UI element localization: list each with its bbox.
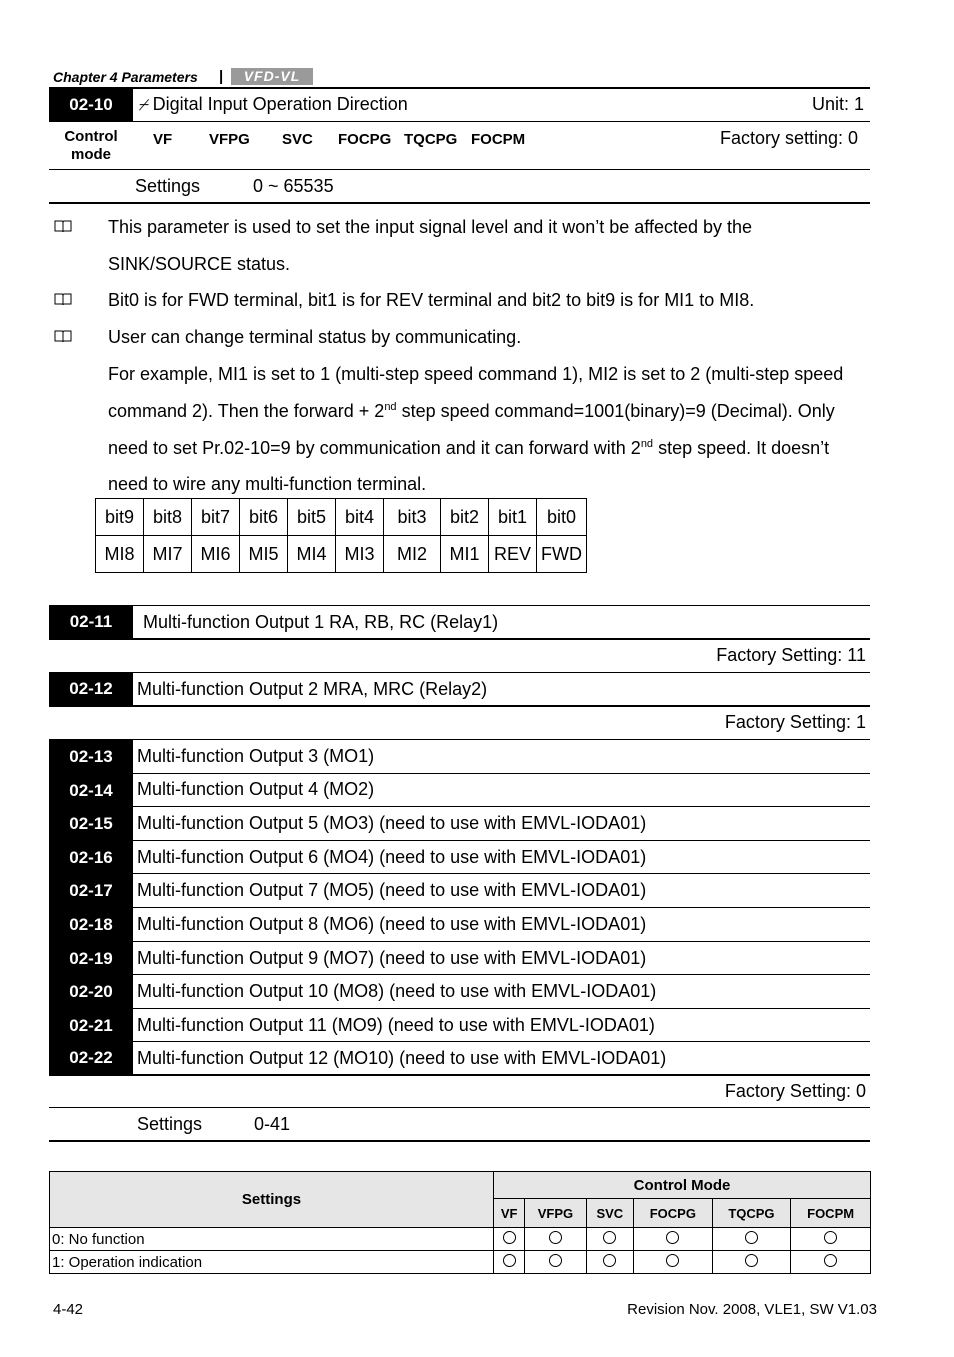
- control-mode-label-line1: Control: [64, 128, 118, 145]
- mode-vfpg: VFPG: [209, 131, 250, 148]
- mode-focpm: FOCPM: [471, 131, 526, 148]
- param-title: Multi-function Output 3 (MO1): [137, 746, 375, 766]
- mode-svc: SVC: [282, 131, 313, 148]
- divider: [49, 941, 870, 942]
- note-1-line-2: SINK/SOURCE status.: [108, 254, 291, 274]
- divider: [49, 1008, 870, 1009]
- circle-icon: [824, 1254, 837, 1267]
- mode-cell: [712, 1251, 791, 1274]
- writable-icon: ⌿: [138, 97, 148, 114]
- bit-cell: bit7: [192, 499, 240, 536]
- note-3: User can change terminal status by communicating.: [108, 327, 522, 347]
- page-number: 4-42: [53, 1301, 84, 1318]
- chapter-title: Chapter 4 Parameters: [53, 69, 198, 85]
- bit-cell: bit2: [441, 499, 489, 536]
- divider: [49, 840, 870, 841]
- divider: [49, 806, 870, 807]
- terminal-cell: MI3: [336, 536, 384, 573]
- note-2: Bit0 is for FWD terminal, bit1 is for REV terminal and bit2 to bit9 is for MI1 to MI8.: [108, 290, 755, 310]
- circle-icon: [503, 1254, 516, 1267]
- bit-cell: bit1: [489, 499, 537, 536]
- divider: [49, 1107, 870, 1108]
- table-row: [50, 1172, 871, 1199]
- divider: [49, 873, 870, 874]
- circle-icon: [745, 1254, 758, 1267]
- param-code: 02-22: [49, 1042, 133, 1074]
- factory-setting-outputs: Factory Setting: 0: [724, 1081, 866, 1101]
- book-icon: [54, 220, 72, 233]
- bit-cell: bit8: [144, 499, 192, 536]
- mode-cell: [494, 1251, 525, 1274]
- terminal-cell: MI5: [240, 536, 288, 573]
- param-title: Multi-function Output 9 (MO7) (need to use with EMVL-IODA01): [137, 948, 647, 968]
- mode-header-focpm: FOCPM: [791, 1199, 871, 1228]
- mode-header-vf: VF: [494, 1199, 525, 1228]
- terminal-cell: MI2: [384, 536, 441, 573]
- param-title: Multi-function Output 5 (MO3) (need to use with EMVL-IODA01): [137, 813, 647, 833]
- unit-label: Unit: 1: [812, 94, 865, 114]
- bit-cell: bit4: [336, 499, 384, 536]
- bit-cell: bit0: [537, 499, 587, 536]
- param-title-02-10: [138, 94, 408, 115]
- param-code: 02-16: [49, 841, 133, 874]
- param-code: 02-17: [49, 874, 133, 907]
- divider: [49, 1140, 870, 1142]
- param-code: 02-15: [49, 807, 133, 840]
- example-line-1: For example, MI1 is set to 1 (multi-step speed command 1), MI2 is set to 2 (multi-step speed: [108, 364, 844, 384]
- divider: [49, 907, 870, 908]
- bit-cell: bit3: [384, 499, 441, 536]
- mode-cell: [791, 1251, 871, 1274]
- terminal-cell: MI1: [441, 536, 489, 573]
- table-row: [50, 1251, 871, 1274]
- mode-cell: [525, 1228, 586, 1251]
- table-row: [50, 1228, 871, 1251]
- circle-icon: [603, 1254, 616, 1267]
- param-code-02-10: 02-10: [49, 89, 133, 121]
- mode-header-svc: SVC: [586, 1199, 633, 1228]
- param-code: 02-21: [49, 1009, 133, 1042]
- param-title-02-12: Multi-function Output 2 MRA, MRC (Relay2): [137, 679, 488, 699]
- param-title: Multi-function Output 12 (MO10) (need to use with EMVL-IODA01): [137, 1048, 667, 1068]
- terminal-cell: MI7: [144, 536, 192, 573]
- circle-icon: [603, 1231, 616, 1244]
- vfd-vl-logo: VFD-VL: [231, 68, 313, 85]
- example-line-2: [108, 401, 835, 422]
- circle-icon: [666, 1231, 679, 1244]
- divider: [49, 672, 870, 673]
- example-line-3: [108, 438, 829, 459]
- mode-cell: [634, 1228, 713, 1251]
- param-code: 02-13: [49, 740, 133, 773]
- mode-cell: [525, 1251, 586, 1274]
- bit-mapping-table: [95, 498, 587, 573]
- control-mode-label: [62, 128, 120, 164]
- settings-value: 0 ~ 65535: [253, 176, 334, 196]
- superscript: nd: [640, 438, 654, 450]
- mode-cell: [634, 1251, 713, 1274]
- circle-icon: [666, 1254, 679, 1267]
- setting-label: 1: Operation indication: [50, 1251, 494, 1274]
- mode-cell: [791, 1228, 871, 1251]
- divider: [49, 202, 870, 204]
- table-row: [96, 499, 587, 536]
- param-title: Multi-function Output 10 (MO8) (need to use with EMVL-IODA01): [137, 981, 657, 1001]
- mode-cell: [494, 1228, 525, 1251]
- superscript: nd: [384, 401, 397, 413]
- book-icon: [54, 330, 72, 343]
- param-title: Multi-function Output 7 (MO5) (need to use with EMVL-IODA01): [137, 880, 647, 900]
- param-title: Multi-function Output 6 (MO4) (need to use with EMVL-IODA01): [137, 847, 647, 867]
- param-code: 02-14: [49, 774, 133, 807]
- circle-icon: [503, 1231, 516, 1244]
- param-title: Multi-function Output 4 (MO2): [137, 779, 375, 799]
- divider: [49, 87, 870, 89]
- mode-vf: VF: [153, 131, 173, 148]
- param-code: 02-20: [49, 975, 133, 1008]
- mode-header-focpg: FOCPG: [634, 1199, 713, 1228]
- divider: [49, 773, 870, 774]
- bit-cell: bit9: [96, 499, 144, 536]
- mode-header-vfpg: VFPG: [525, 1199, 586, 1228]
- divider: [49, 739, 870, 740]
- circle-icon: [549, 1231, 562, 1244]
- divider: [49, 1041, 870, 1042]
- mode-focpg: FOCPG: [338, 131, 392, 148]
- param-title: Multi-function Output 11 (MO9) (need to use with EMVL-IODA01): [137, 1015, 655, 1035]
- param-title-text: Digital Input Operation Direction: [152, 94, 408, 114]
- settings-label: Settings: [135, 176, 201, 196]
- mode-cell: [586, 1251, 633, 1274]
- settings-label: Settings: [137, 1114, 203, 1134]
- control-mode-header: Control Mode: [494, 1172, 871, 1199]
- terminal-cell: MI4: [288, 536, 336, 573]
- circle-icon: [824, 1231, 837, 1244]
- terminal-cell: MI8: [96, 536, 144, 573]
- divider: [49, 974, 870, 975]
- divider: [49, 1074, 870, 1076]
- control-mode-table: [49, 1171, 871, 1274]
- header-divider: |: [219, 68, 224, 85]
- divider: [49, 169, 870, 170]
- terminal-cell: FWD: [537, 536, 587, 573]
- example-line-3-a: need to set Pr.02-10=9 by communication and it can forward with 2: [108, 438, 641, 458]
- mode-cell: [586, 1228, 633, 1251]
- table-row: [96, 536, 587, 573]
- param-code-02-11: 02-11: [49, 606, 133, 638]
- param-code: 02-19: [49, 942, 133, 975]
- mode-cell: [712, 1228, 791, 1251]
- revision-info: Revision Nov. 2008, VLE1, SW V1.03: [627, 1301, 877, 1318]
- circle-icon: [549, 1254, 562, 1267]
- example-line-2-a: command 2). Then the forward + 2: [108, 401, 385, 421]
- example-line-3-b: step speed. It doesn’t: [653, 438, 830, 458]
- param-code-02-12: 02-12: [49, 673, 133, 705]
- divider: [49, 605, 870, 606]
- bit-cell: bit5: [288, 499, 336, 536]
- divider: [49, 121, 870, 122]
- factory-setting-02-12: Factory Setting: 1: [724, 712, 866, 732]
- factory-setting-02-11: Factory Setting: 11: [716, 645, 866, 665]
- settings-value: 0-41: [254, 1114, 291, 1134]
- settings-header: Settings: [50, 1172, 494, 1228]
- param-title-02-11: Multi-function Output 1 RA, RB, RC (Relay1): [143, 612, 499, 632]
- mode-header-tqcpg: TQCPG: [712, 1199, 791, 1228]
- param-code: 02-18: [49, 908, 133, 941]
- setting-label: 0: No function: [50, 1228, 494, 1251]
- terminal-cell: MI6: [192, 536, 240, 573]
- mode-tqcpg: TQCPG: [404, 131, 458, 148]
- divider: [49, 638, 870, 640]
- param-title: Multi-function Output 8 (MO6) (need to use with EMVL-IODA01): [137, 914, 647, 934]
- example-line-4: need to wire any multi-function terminal.: [108, 474, 427, 494]
- control-mode-label-line2: mode: [70, 146, 111, 163]
- note-1-line-1: This parameter is used to set the input signal level and it won’t be affected by the: [108, 217, 753, 237]
- circle-icon: [745, 1231, 758, 1244]
- factory-setting-02-10: Factory setting: 0: [720, 128, 859, 148]
- terminal-cell: REV: [489, 536, 537, 573]
- example-line-2-b: step speed command=1001(binary)=9 (Decimal). Only: [396, 401, 835, 421]
- bit-cell: bit6: [240, 499, 288, 536]
- divider: [49, 705, 870, 707]
- book-icon: [54, 293, 72, 306]
